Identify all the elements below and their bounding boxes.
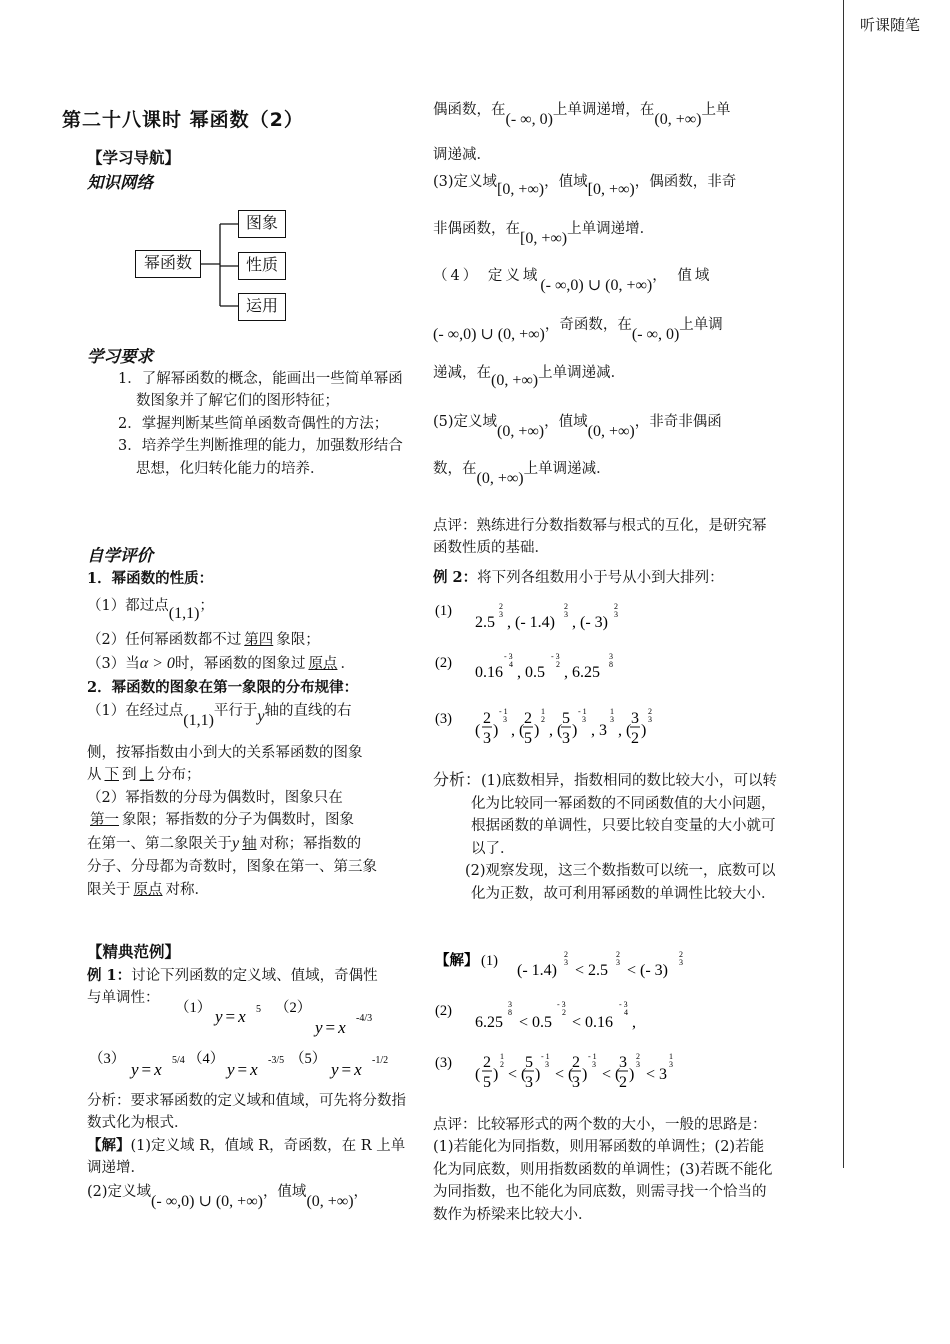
svg-text:- 1: - 1 (541, 1052, 550, 1061)
fn-3: y = x (131, 1060, 162, 1079)
svg-text:2: 2 (679, 950, 683, 959)
svg-text:, (- 3): , (- 3) (572, 614, 608, 631)
s2-line1: （1）在经过点(1,1)平行于y轴的直线的右 (87, 703, 352, 729)
ex1-prompt: 例 1：讨论下列函数的定义域、值域，奇偶性 (87, 967, 378, 984)
svg-text:0.16: 0.16 (475, 664, 503, 681)
page-title: 第二十八课时 幂函数（2） (62, 109, 304, 131)
fn-3-exp: 5/4 (172, 1055, 185, 1066)
svg-text:2: 2 (483, 710, 491, 727)
self-eval-heading: 自学评价 (87, 546, 153, 565)
svg-text:< (: < ( (555, 1066, 574, 1083)
svg-text:< (: < ( (508, 1066, 527, 1083)
s1-line3: （3）当α > 0时，幂函数的图象过 原点 ． (87, 654, 355, 672)
svg-text:3: 3 (669, 1060, 673, 1069)
s1-expr (517, 950, 683, 979)
svg-text:2.5: 2.5 (475, 614, 495, 631)
svg-text:1: 1 (669, 1052, 673, 1061)
examples-heading: 【精典范例】 (87, 942, 181, 961)
r-line1: 偶函数，在(- ∞, 0)上单调递增，在(0, +∞)上单 (433, 102, 731, 128)
ex1-sol1: 【解】(1)定义域 R，值域 R，奇函数，在 R 上单调递增． (87, 1136, 406, 1177)
svg-text:- 3: - 3 (557, 1000, 566, 1009)
svg-text:,: , (632, 1014, 636, 1031)
svg-text:3: 3 (679, 958, 683, 967)
svg-text:): ) (629, 1066, 635, 1083)
svg-text:3: 3 (609, 652, 613, 661)
r-line5: （4） 定义域(- ∞,0) ∪ (0, +∞)， 值域 (433, 268, 713, 295)
section-2-heading: 2．幂函数的图象在第一象限的分布规律： (87, 678, 359, 696)
svg-text:3: 3 (572, 1074, 580, 1091)
diagram-root: 幂函数 (135, 250, 201, 278)
ex1-sol2: (2)定义域(- ∞,0) ∪ (0, +∞)，值域(0, +∞)， (87, 1183, 369, 1210)
svg-text:): ) (534, 722, 540, 739)
svg-text:, 3: , 3 (591, 722, 607, 739)
svg-text:3: 3 (614, 610, 618, 619)
svg-text:, 0.5: , 0.5 (517, 664, 545, 681)
q-label: (2) (435, 655, 452, 671)
comment-1: 点评：熟练进行分数指数幂与根式的互化，是研究幂函数性质的基础． (433, 518, 767, 557)
svg-text:3: 3 (582, 715, 586, 724)
svg-text:2: 2 (616, 950, 620, 959)
svg-text:8: 8 (508, 1008, 512, 1017)
svg-text:3: 3 (483, 730, 491, 747)
svg-text:2: 2 (648, 707, 652, 716)
s2-line3: 从 下 到 上 分布； (87, 767, 201, 784)
solution-label: 【解】 (435, 953, 479, 969)
svg-text:5: 5 (483, 1074, 491, 1091)
svg-text:2: 2 (483, 1054, 491, 1071)
svg-text:, 6.25: , 6.25 (564, 664, 600, 681)
diagram-node-application: 运用 (238, 293, 286, 321)
margin-divider (843, 0, 844, 1168)
section-1-heading: 1．幂函数的性质： (87, 570, 214, 587)
svg-text:- 3: - 3 (504, 652, 513, 661)
svg-text:(: ( (475, 722, 481, 739)
svg-text:- 1: - 1 (499, 707, 508, 716)
svg-text:, (: , ( (618, 722, 632, 739)
q-label: (3) (435, 711, 452, 727)
section-1 (87, 568, 409, 901)
svg-text:3: 3 (508, 1000, 512, 1009)
ex1-item-label: （1） (175, 1000, 212, 1016)
fn-4-exp: -3/5 (268, 1055, 285, 1066)
s2-expr (475, 1000, 636, 1031)
s2-line2: 侧，按幂指数由小到大的关系幂函数的图象 (87, 744, 363, 761)
fn-5: y = x (331, 1060, 362, 1079)
svg-text:2: 2 (499, 602, 503, 611)
svg-text:< (: < ( (602, 1066, 621, 1083)
svg-text:5: 5 (524, 730, 532, 747)
r-line7: 递减，在(0, +∞)上单调递减． (433, 364, 626, 389)
svg-text:2: 2 (572, 1054, 580, 1071)
s3-expr (475, 1052, 673, 1091)
s1-line1: （1）都过点(1,1)； (87, 598, 214, 623)
knowledge-net-heading: 知识网络 (87, 173, 153, 192)
svg-text:): ) (535, 1066, 541, 1083)
svg-text:3: 3 (619, 1054, 627, 1071)
s2-line6: 在第一、第二象限关于y 轴 对称；幂指数的 (87, 834, 362, 852)
requirement-item: 3．培养学生判断推理的能力，加强数形结合思想，化归转化能力的培养． (118, 438, 403, 477)
svg-text:- 1: - 1 (588, 1052, 597, 1061)
fn-4: y = x (227, 1060, 258, 1079)
right-column-solutions (433, 96, 778, 487)
ex1-item-label: （3） (89, 1051, 126, 1067)
r-line9: 数，在(0, +∞)上单调递减． (433, 460, 611, 487)
svg-text:1: 1 (541, 707, 545, 716)
svg-text:4: 4 (624, 1008, 628, 1017)
ex1-prompt2: 与单调性： (87, 990, 160, 1007)
svg-text:3: 3 (503, 715, 507, 724)
r-line4: 非偶函数，在[0, +∞)上单调递增． (433, 221, 655, 248)
s2-line5: 第一 象限；幂指数的分子为偶数时，图象 (90, 812, 354, 829)
svg-text:2: 2 (636, 1052, 640, 1061)
ex2-analysis: 分析：(1)底数相异，指数相同的数比较大小，可以转化为比较同一幂函数的不同函数值的大小问题，根据函数的单调性，只要比较自变量的大小就可以了． (2)观察发现，这三个数指数可以统一，底数可以化为正数，故可利用幂函数的单调性比较大小． (433, 770, 778, 902)
svg-text:): ) (582, 1066, 588, 1083)
fn-2-exp: -4/3 (356, 1013, 373, 1024)
svg-text:6.25: 6.25 (475, 1014, 503, 1031)
margin-note: 听课随笔 (860, 16, 921, 34)
q3-expr (475, 707, 652, 747)
svg-text:, (- 1.4): , (- 1.4) (507, 614, 555, 631)
svg-text:5: 5 (525, 1054, 533, 1071)
svg-text:< 2.5: < 2.5 (575, 962, 609, 979)
svg-text:2: 2 (619, 1074, 627, 1091)
svg-text:3: 3 (525, 1074, 533, 1091)
r-line2: 调递减． (433, 147, 491, 164)
svg-text:1: 1 (500, 1052, 504, 1061)
ex1-solution (87, 1090, 409, 1210)
svg-text:3: 3 (592, 1060, 596, 1069)
comment-2: 点评：比较幂形式的两个数的大小，一般的思路是：(1)若能化为同指数，则用幂函数的单调性；(2)若能化为同底数，则用指数函数的单调性；(3)若既不能化为同指数，也不能化为同底数，则需寻找一个恰当的数作为桥梁来比较大小． (433, 1117, 773, 1223)
svg-text:3: 3 (499, 610, 503, 619)
svg-text:2: 2 (556, 660, 560, 669)
svg-text:(: ( (475, 1066, 481, 1083)
s2-line4: （2）幂指数的分母为偶数时，图象只在 (87, 789, 343, 806)
svg-text:2: 2 (562, 1008, 566, 1017)
svg-text:4: 4 (509, 660, 513, 669)
s2-line8: 限关于 原点 对称． (87, 881, 209, 898)
r-line8: (5)定义域(0, +∞)，值域(0, +∞)，非奇非偶函 (433, 413, 722, 440)
svg-text:2: 2 (631, 730, 639, 747)
svg-text:- 1: - 1 (578, 707, 587, 716)
ex1-functions (87, 995, 409, 1095)
svg-text:): ) (493, 1066, 499, 1083)
s2-line7: 分子、分母都为奇数时，图象在第一、第三象 (87, 859, 377, 876)
svg-text:1: 1 (610, 707, 614, 716)
diagram-node-graph: 图象 (238, 210, 286, 238)
svg-text:- 3: - 3 (551, 652, 560, 661)
svg-text:< 3: < 3 (646, 1066, 668, 1083)
svg-text:3: 3 (562, 730, 570, 747)
svg-text:< (- 3): < (- 3) (627, 962, 669, 979)
svg-text:8: 8 (609, 660, 613, 669)
svg-text:3: 3 (616, 958, 620, 967)
svg-text:3: 3 (545, 1060, 549, 1069)
ex2-questions (433, 595, 778, 760)
svg-text:): ) (572, 722, 578, 739)
svg-text:2: 2 (564, 602, 568, 611)
svg-text:): ) (493, 722, 499, 739)
svg-text:3: 3 (564, 958, 568, 967)
q-label: (1) (435, 603, 452, 619)
svg-text:3: 3 (610, 715, 614, 724)
fn-2: y = x (315, 1018, 346, 1037)
diagram-connectors (0, 0, 400, 340)
nav-header: 【学习导航】 (87, 148, 181, 167)
fn-1: y = x (215, 1007, 246, 1026)
ex1-item-label: （5） (290, 1051, 327, 1067)
ex2-solutions (433, 945, 778, 1095)
svg-text:2: 2 (500, 1060, 504, 1069)
svg-text:< 0.5: < 0.5 (519, 1014, 553, 1031)
requirements-heading: 学习要求 (87, 347, 153, 366)
diagram-node-property: 性质 (238, 252, 286, 280)
ex1-item-label: （4） (188, 1051, 225, 1067)
svg-text:2: 2 (541, 715, 545, 724)
r-line6: (- ∞,0) ∪ (0, +∞)，奇函数，在(- ∞, 0)上单调 (433, 317, 723, 344)
svg-text:): ) (641, 722, 647, 739)
requirement-item: 1．了解幂函数的概念，能画出一些简单幂函数图象并了解它们的图形特征； (118, 371, 403, 410)
svg-text:- 3: - 3 (619, 1000, 628, 1009)
svg-text:3: 3 (636, 1060, 640, 1069)
svg-text:3: 3 (631, 710, 639, 727)
svg-text:5: 5 (562, 710, 570, 727)
svg-text:, (: , ( (511, 722, 525, 739)
q2-expr (475, 652, 613, 681)
q-label: (3) (435, 1055, 452, 1071)
svg-text:2: 2 (614, 602, 618, 611)
requirements-list (110, 368, 410, 480)
svg-text:2: 2 (524, 710, 532, 727)
svg-text:2: 2 (564, 950, 568, 959)
ex1-item-label: （2） (275, 1000, 312, 1016)
fn-5-exp: -1/2 (372, 1055, 389, 1066)
q-label: (2) (435, 1003, 452, 1019)
svg-text:, (: , ( (549, 722, 563, 739)
ex2-prompt: 例 2：将下列各组数用小于号从小到大排列： (433, 569, 724, 586)
svg-text:(- 1.4): (- 1.4) (517, 962, 557, 979)
svg-text:< 0.16: < 0.16 (572, 1014, 614, 1031)
svg-text:3: 3 (648, 715, 652, 724)
r-line3: (3)定义域[0, +∞)，值域[0, +∞)，偶函数，非奇 (433, 173, 737, 198)
q1-expr (475, 602, 618, 631)
requirement-item: 2．掌握判断某些简单函数奇偶性的方法； (118, 415, 389, 432)
svg-text:3: 3 (564, 610, 568, 619)
ex1-analysis: 分析：要求幂函数的定义域和值域，可先将分数指数式化为根式． (87, 1093, 406, 1132)
fn-1-exp: 5 (256, 1004, 261, 1015)
q-label: (1) (481, 953, 498, 969)
s1-line2: （2）任何幂函数都不过 第四 象限； (87, 632, 320, 649)
